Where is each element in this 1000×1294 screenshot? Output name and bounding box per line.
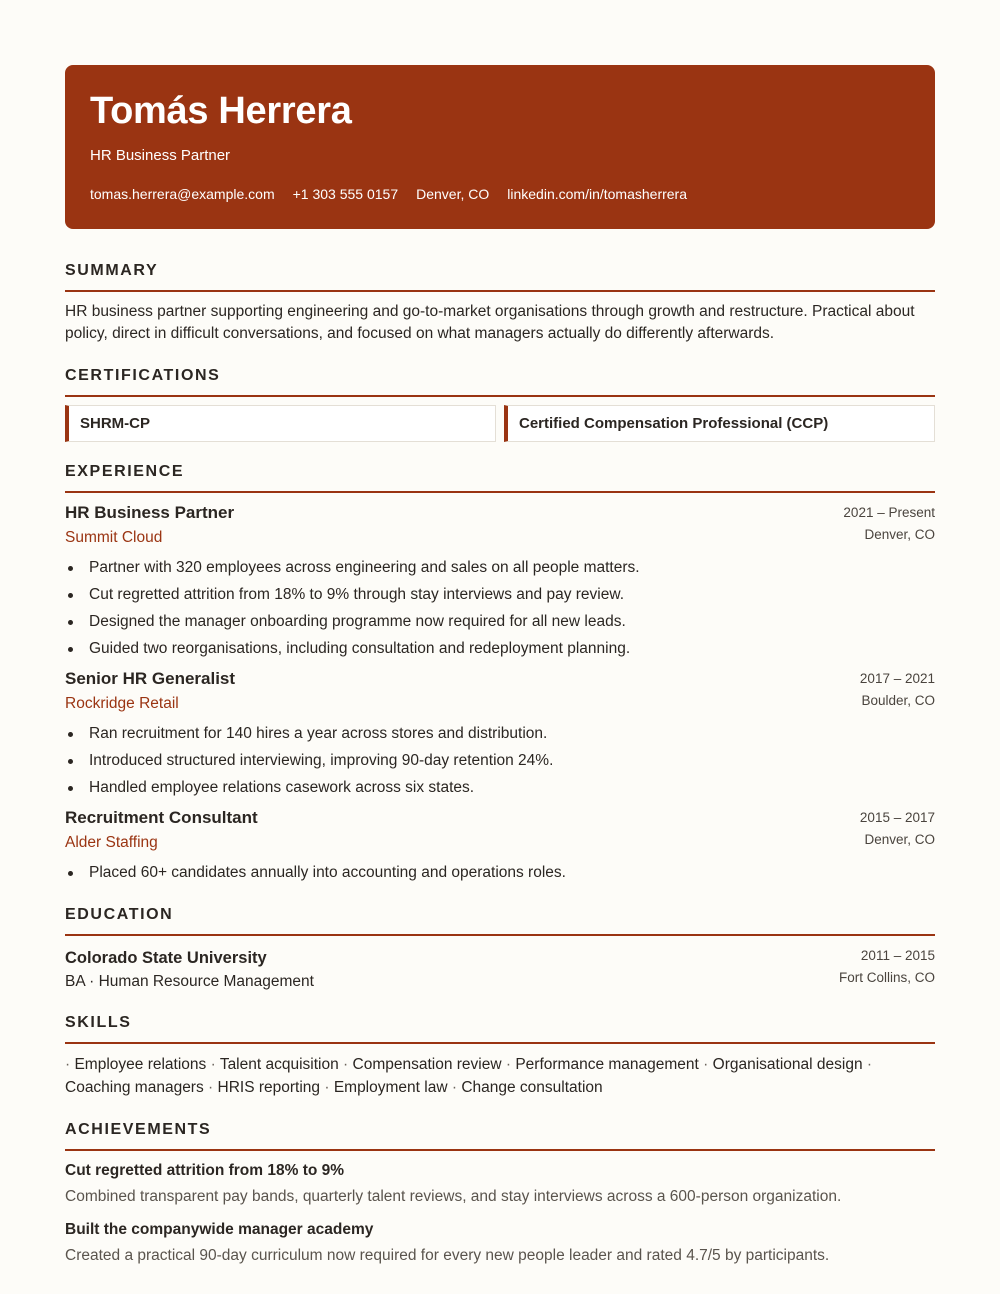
job-dates: 2017 – 2021 [859,671,935,686]
certification-item: Certified Compensation Professional (CCP) [504,405,935,442]
achievement-title: Built the companywide manager academy [65,1221,374,1238]
candidate-title: HR Business Partner [90,147,231,164]
summary-text: HR business partner supporting engineering and go-to-market organisations through growth and restructure. Practical about policy, direct in difficult conversations, and focused on what managers actually do differently afterwards. [65,303,915,342]
resume-page [65,0,935,1267]
section-heading: ACHIEVEMENTS [65,1120,935,1151]
achievement-text: Combined transparent pay bands, quarterly talent reviews, and stay interviews across a 600-person organization. [65,1188,842,1205]
achievement-title: Cut regretted attrition from 18% to 9% [65,1162,345,1179]
contact-phone[interactable]: +1 303 555 0157 [292,186,399,202]
job-location: Denver, CO [864,527,935,542]
contact-location: Denver, CO [416,186,490,202]
job-company: Summit Cloud [65,529,163,546]
experience-section [65,462,935,886]
job-dates: 2015 – 2017 [859,810,935,825]
list-item: Handled employee relations casework across six states. [65,774,935,801]
skill-item: · Coaching managers [65,1056,872,1096]
achievement-item [65,1160,935,1208]
education-degree: BA · Human Resource Management [65,973,314,990]
job-role: Senior HR Generalist [65,669,236,688]
job-entry [65,668,935,801]
certification-item: SHRM-CP [65,405,496,442]
list-item: Ran recruitment for 140 hires a year across stores and distribution. [65,720,935,747]
job-location: Boulder, CO [861,693,935,708]
section-heading: CERTIFICATIONS [65,366,935,397]
education-meta [839,945,935,989]
job-dates: 2021 – Present [843,505,935,520]
education-school: Colorado State University [65,949,267,967]
section-heading: SKILLS [65,1013,935,1044]
job-company: Alder Staffing [65,834,158,851]
skill-item: · HRIS reporting [208,1079,320,1096]
job-bullets [65,720,935,801]
summary-section [65,261,935,345]
job-meta [843,502,935,546]
candidate-name: Tomás Herrera [90,90,352,132]
job-meta [860,668,935,712]
contact-email[interactable]: tomas.herrera@example.com [90,186,275,202]
job-role: Recruitment Consultant [65,808,258,827]
contact-linkedin[interactable]: linkedin.com/in/tomasherrera [507,186,688,202]
job-entry [65,502,935,662]
certification-list [65,405,935,442]
job-bullets [65,859,935,886]
section-heading: EXPERIENCE [65,462,935,493]
section-heading: EDUCATION [65,905,935,936]
skill-item: · Employment law [324,1079,447,1096]
skill-item: · Change consultation [452,1079,603,1096]
certifications-section [65,366,935,442]
job-company: Rockridge Retail [65,695,179,712]
skill-item: · Talent acquisition [211,1056,339,1073]
education-entry [65,947,935,993]
job-bullets [65,554,935,662]
list-item: Cut regretted attrition from 18% to 9% through stay interviews and pay review. [65,581,935,608]
section-heading: SUMMARY [65,261,935,292]
skill-item: · Compensation review [343,1056,502,1073]
job-meta [860,807,935,851]
education-location: Fort Collins, CO [838,970,935,985]
achievement-item [65,1219,935,1267]
list-item: Guided two reorganisations, including consultation and redeployment planning. [65,635,935,662]
achievement-text: Created a practical 90-day curriculum now required for every new people leader and rated 4.7/5 by participants. [65,1247,830,1264]
header-banner [65,65,935,229]
skill-item: · Employee relations [65,1056,206,1073]
job-role: HR Business Partner [65,503,235,522]
contact-row [90,185,910,203]
list-item: Partner with 320 employees across engineering and sales on all people matters. [65,554,935,581]
list-item: Placed 60+ candidates annually into accounting and operations roles. [65,859,935,886]
education-section [65,905,935,993]
education-dates: 2011 – 2015 [860,948,935,963]
skill-item: · Organisational design [703,1056,862,1073]
skills-list [65,1053,935,1099]
skill-item: · Performance management [506,1056,699,1073]
list-item: Designed the manager onboarding programme now required for all new leads. [65,608,935,635]
skills-section [65,1013,935,1099]
list-item: Introduced structured interviewing, improving 90-day retention 24%. [65,747,935,774]
job-entry [65,807,935,886]
achievements-section [65,1120,935,1267]
job-location: Denver, CO [864,832,935,847]
